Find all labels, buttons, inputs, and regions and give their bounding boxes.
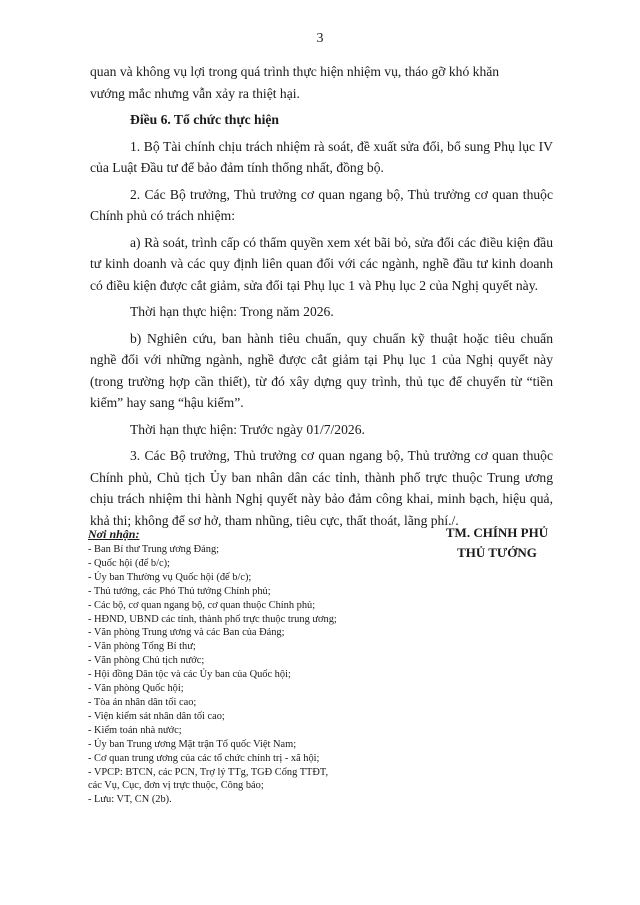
recipient-item: - Cơ quan trung ương của các tổ chức chính trị - xã hội; [88, 752, 320, 764]
recipient-item: - Văn phòng Tổng Bí thư; [88, 641, 196, 653]
article-6-heading: Điều 6. Tổ chức thực hiện [130, 112, 279, 127]
continued-paragraph-line-1: quan và không vụ lợi trong quá trình thực hiện nhiệm vụ, tháo gỡ khó khăn [90, 64, 500, 79]
clause-2a: a) Rà soát, trình cấp có thẩm quyền xem xét bãi bỏ, sửa đổi các điều kiện đầu tư kinh doanh và các quy định liên quan đối với các ngành, nghề đầu tư kinh doanh có điều kiện được cắt giảm, sửa đổi tại Phụ lục 1 và Phụ lục 2 của Nghị quyết này. [90, 234, 553, 293]
recipient-item: - Các bộ, cơ quan ngang bộ, cơ quan thuộc Chính phủ; [88, 599, 316, 611]
recipient-item: - Văn phòng Chủ tịch nước; [88, 655, 205, 667]
recipient-item: các Vụ, Cục, đơn vị trực thuộc, Công báo; [88, 780, 264, 792]
recipient-item: - Kiểm toán nhà nước; [88, 724, 182, 736]
recipients-block [88, 526, 388, 807]
recipient-item: - Văn phòng Quốc hội; [88, 683, 184, 695]
continued-paragraph-line-2: vướng mắc nhưng vẫn xảy ra thiệt hại. [90, 85, 300, 101]
clause-2: 2. Các Bộ trưởng, Thủ trưởng cơ quan ngang bộ, Thủ trưởng cơ quan thuộc Chính phủ có trách nhiệm: [90, 186, 553, 223]
signature-title-line-1: TM. CHÍNH PHỦ [445, 525, 549, 540]
page-number: 3 [316, 31, 324, 46]
recipient-item: - Quốc hội (để b/c); [88, 557, 170, 569]
clause-2b: b) Nghiên cứu, ban hành tiêu chuẩn, quy chuẩn kỹ thuật hoặc tiêu chuẩn nghề đối với những ngành, nghề được cắt giảm tại Phụ lục 1 của Nghị quyết này (trong trường hợp cần thiết), từ đó xây dựng quy trình, thủ tục để chuyển từ “tiền kiểm” hay sang “hậu kiểm”. [90, 330, 553, 410]
clause-3: 3. Các Bộ trưởng, Thủ trưởng cơ quan ngang bộ, Thủ trưởng cơ quan thuộc Chính phủ, Chủ tịch Ủy ban nhân dân các tỉnh, thành phố trực thuộc Trung ương chịu trách nhiệm thi hành Nghị quyết này bảo đảm công khai, minh bạch, hiệu quả, khả thi; không để sơ hở, tham nhũng, tiêu cực, thất thoát, lãng phí./. [90, 448, 553, 528]
recipient-item: - VPCP: BTCN, các PCN, Trợ lý TTg, TGĐ Cổng TTĐT, [88, 766, 329, 778]
deadline-2: Thời hạn thực hiện: Trước ngày 01/7/2026. [130, 421, 365, 437]
deadline-1: Thời hạn thực hiện: Trong năm 2026. [130, 304, 334, 319]
recipient-item: - Hội đồng Dân tộc và các Ủy ban của Quốc hội; [88, 669, 291, 681]
recipient-item: - Tòa án nhân dân tối cao; [88, 696, 197, 708]
recipient-item: - Ủy ban Thường vụ Quốc hội (để b/c); [88, 571, 252, 583]
recipient-item: - Thủ tướng, các Phó Thủ tướng Chính phủ; [88, 585, 271, 597]
recipients-title: Nơi nhận: [88, 527, 140, 541]
body-text [90, 61, 553, 531]
recipient-item: - Viện kiểm sát nhân dân tối cao; [88, 710, 225, 722]
recipient-item: - Văn phòng Trung ương và các Ban của Đảng; [88, 627, 285, 639]
recipient-item: - Lưu: VT, CN (2b). [88, 794, 172, 806]
recipient-item: - Ban Bí thư Trung ương Đảng; [88, 544, 220, 555]
signature-block [392, 523, 602, 563]
recipient-item: - HĐND, UBND các tỉnh, thành phố trực thuộc trung ương; [88, 613, 337, 625]
recipient-item: - Ủy ban Trung ương Mặt trận Tổ quốc Việt Nam; [88, 738, 297, 750]
signature-title-line-2: THỦ TƯỚNG [457, 545, 537, 560]
clause-1: 1. Bộ Tài chính chịu trách nhiệm rà soát, đề xuất sửa đổi, bổ sung Phụ lục IV của Luật Đầu tư để bảo đảm tính thống nhất, đồng bộ. [90, 138, 553, 175]
